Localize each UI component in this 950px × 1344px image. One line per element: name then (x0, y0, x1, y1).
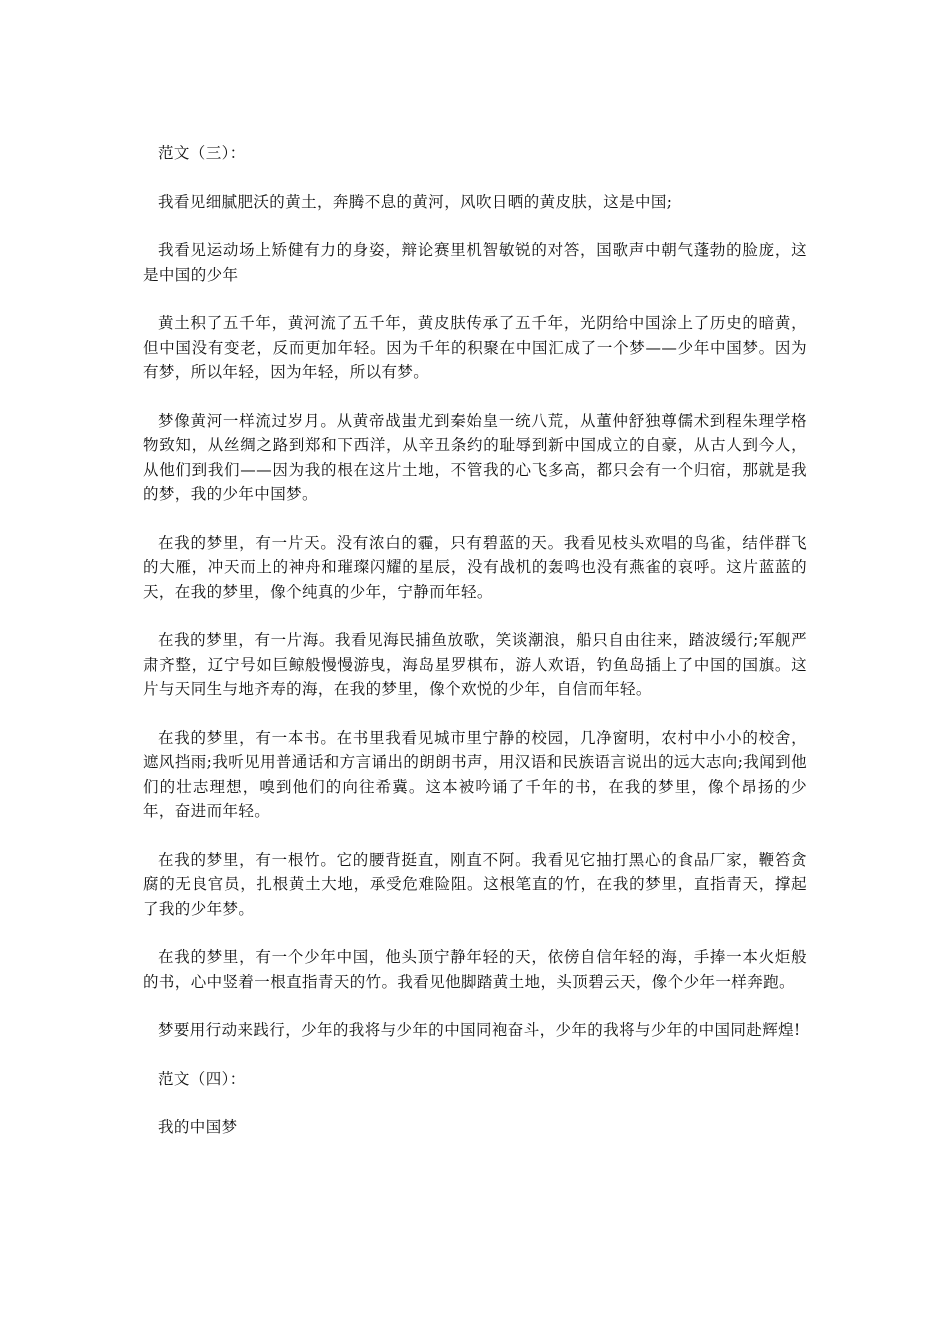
paragraph: 在我的梦里，有一片天。没有浓白的霾，只有碧蓝的天。我看见枝头欢唱的鸟雀，结伴群飞的大雁，冲天而上的神舟和璀璨闪耀的星辰，没有战机的轰鸣也没有燕雀的哀呼。这片蓝蓝的天，在我的梦里，像个纯真的少年，宁静而年轻。 (143, 533, 807, 601)
paragraph: 在我的梦里，有一个少年中国，他头顶宁静年轻的天，依傍自信年轻的海，手捧一本火炬般的书，心中竖着一根直指青天的竹。我看见他脚踏黄土地，头顶碧云天，像个少年一样奔跑。 (143, 948, 807, 991)
paragraph: 在我的梦里，有一根竹。它的腰背挺直，刚直不阿。我看见它抽打黑心的食品厂家，鞭笞贪腐的无良官员，扎根黄土大地，承受危难险阻。这根笔直的竹，在我的梦里，直指青天，撑起了我的少年梦。 (143, 850, 807, 918)
paragraph: 我看见细腻肥沃的黄土，奔腾不息的黄河，风吹日晒的黄皮肤，这是中国; (158, 192, 673, 211)
paragraph: 梦要用行动来践行，少年的我将与少年的中国同袍奋斗，少年的我将与少年的中国同赴辉煌! (158, 1021, 801, 1039)
paragraph: 黄土积了五千年，黄河流了五千年，黄皮肤传承了五千年，光阴给中国涂上了历史的暗黄，但中国没有变老，反而更加年轻。因为千年的积聚在中国汇成了一个梦——少年中国梦。因为有梦，所以年轻，因为年轻，所以有梦。 (143, 314, 807, 381)
section-heading-3: 范文（三）： (158, 144, 246, 162)
paragraph: 在我的梦里，有一片海。我看见海民捕鱼放歌，笑谈潮浪，船只自由往来，踏波缓行;军舰严肃齐整，辽宁号如巨鲸般慢慢游曳，海岛星罗棋布，游人欢语，钓鱼岛插上了中国的国旗。这片与天同生与地齐寿的海，在我的梦里，像个欢悦的少年，自信而年轻。 (143, 631, 807, 698)
paragraph: 梦像黄河一样流过岁月。从黄帝战蚩尤到秦始皇一统八荒，从董仲舒独尊儒术到程朱理学格物致知，从丝绸之路到郑和下西洋，从辛丑条约的耻辱到新中国成立的自豪，从古人到今人，从他们到我们——因为我的根在这片土地，不管我的心飞多高，都只会有一个归宿，那就是我的梦，我的少年中国梦。 (143, 411, 807, 503)
paragraph: 在我的梦里，有一本书。在书里我看见城市里宁静的校园，几净窗明，农村中小小的校舍，遮风挡雨;我听见用普通话和方言诵出的朗朗书声，用汉语和民族语言说出的远大志向;我闻到他们的壮志理想，嗅到他们的向往希冀。这本被吟诵了千年的书，在我的梦里，像个昂扬的少年，奋进而年轻。 (143, 728, 807, 820)
document-body (143, 141, 807, 1164)
paragraph: 我看见运动场上矫健有力的身姿，辩论赛里机智敏锐的对答，国歌声中朝气蓬勃的脸庞，这是中国的少年 (143, 241, 807, 284)
essay-title: 我的中国梦 (158, 1118, 238, 1136)
section-heading-4: 范文（四）： (158, 1069, 246, 1088)
